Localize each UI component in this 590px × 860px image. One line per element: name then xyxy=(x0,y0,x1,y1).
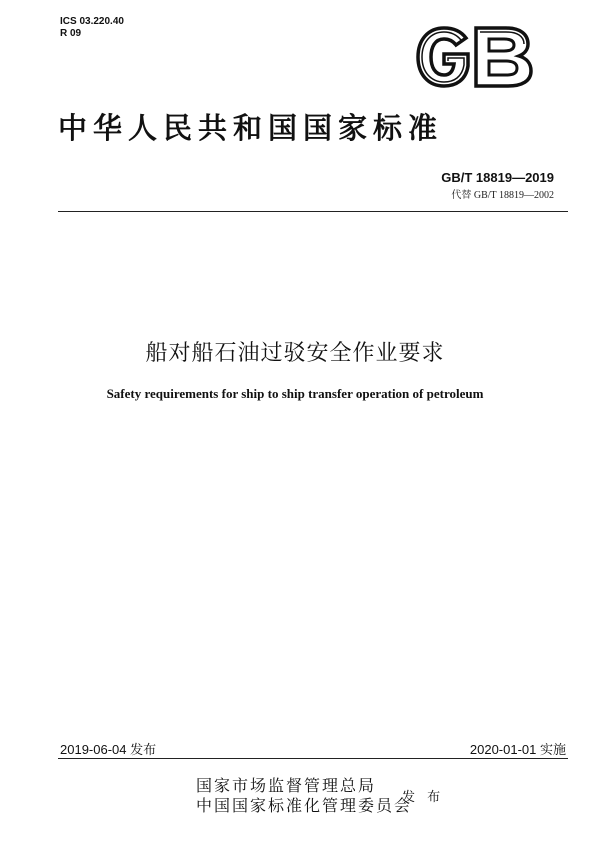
gb-logo xyxy=(414,22,536,92)
replaced-standard: 代替 GB/T 18819—2002 xyxy=(451,190,554,201)
header-divider xyxy=(58,211,568,212)
issue-date: 2019-06-04 发布 xyxy=(60,742,157,757)
standard-title-english: Safety requirements for ship to ship transfer operation of petroleum xyxy=(106,386,484,401)
ics-code: ICS 03.220.40 xyxy=(60,16,124,27)
footer-divider xyxy=(58,758,568,759)
ics-block xyxy=(60,16,124,40)
issuing-authorities xyxy=(196,776,412,816)
effective-date: 2020-01-01 实施 xyxy=(469,742,566,757)
country-standard-title: 中华人民共和国国家标准 xyxy=(58,111,444,145)
publish-label: 发 布 xyxy=(402,790,445,805)
issuer-line-2: 中国国家标准化管理委员会 xyxy=(196,796,413,815)
issuer-line-1: 国家市场监督管理总局 xyxy=(196,776,377,795)
standard-title-chinese: 船对船石油过驳安全作业要求 xyxy=(145,341,445,366)
standard-number: GB/T 18819—2019 xyxy=(441,170,554,185)
classification-code: R 09 xyxy=(60,28,82,39)
